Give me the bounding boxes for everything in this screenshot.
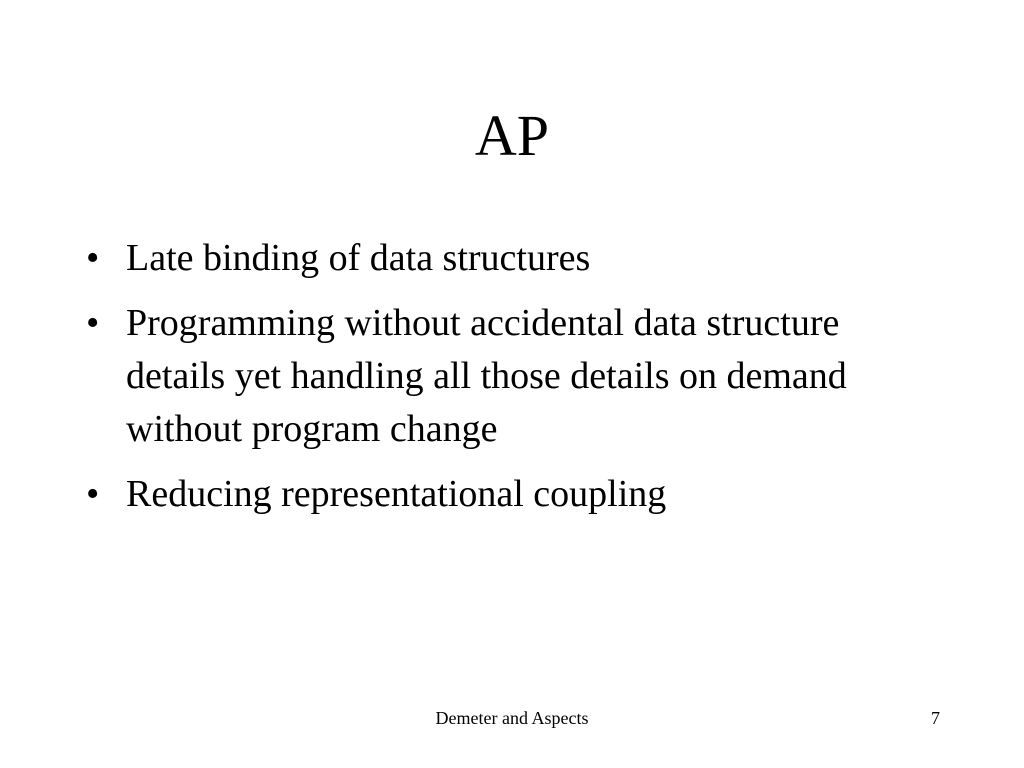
bullet-icon: •: [86, 237, 100, 279]
bullet-icon: •: [86, 302, 100, 344]
bullet-list: [86, 232, 946, 533]
bullet-item: [86, 232, 946, 285]
bullet-text: Programming without accidental data structure details yet handling all those details on demand without program change: [126, 302, 847, 450]
page-number: 7: [931, 708, 940, 728]
bullet-text: Reducing representational coupling: [126, 473, 667, 515]
bullet-item: [86, 468, 946, 521]
bullet-icon: •: [86, 473, 100, 515]
slide-title: AP: [474, 103, 550, 168]
bullet-item: [86, 297, 946, 456]
footer-text: Demeter and Aspects: [435, 708, 589, 728]
bullet-text: Late binding of data structures: [126, 237, 591, 279]
